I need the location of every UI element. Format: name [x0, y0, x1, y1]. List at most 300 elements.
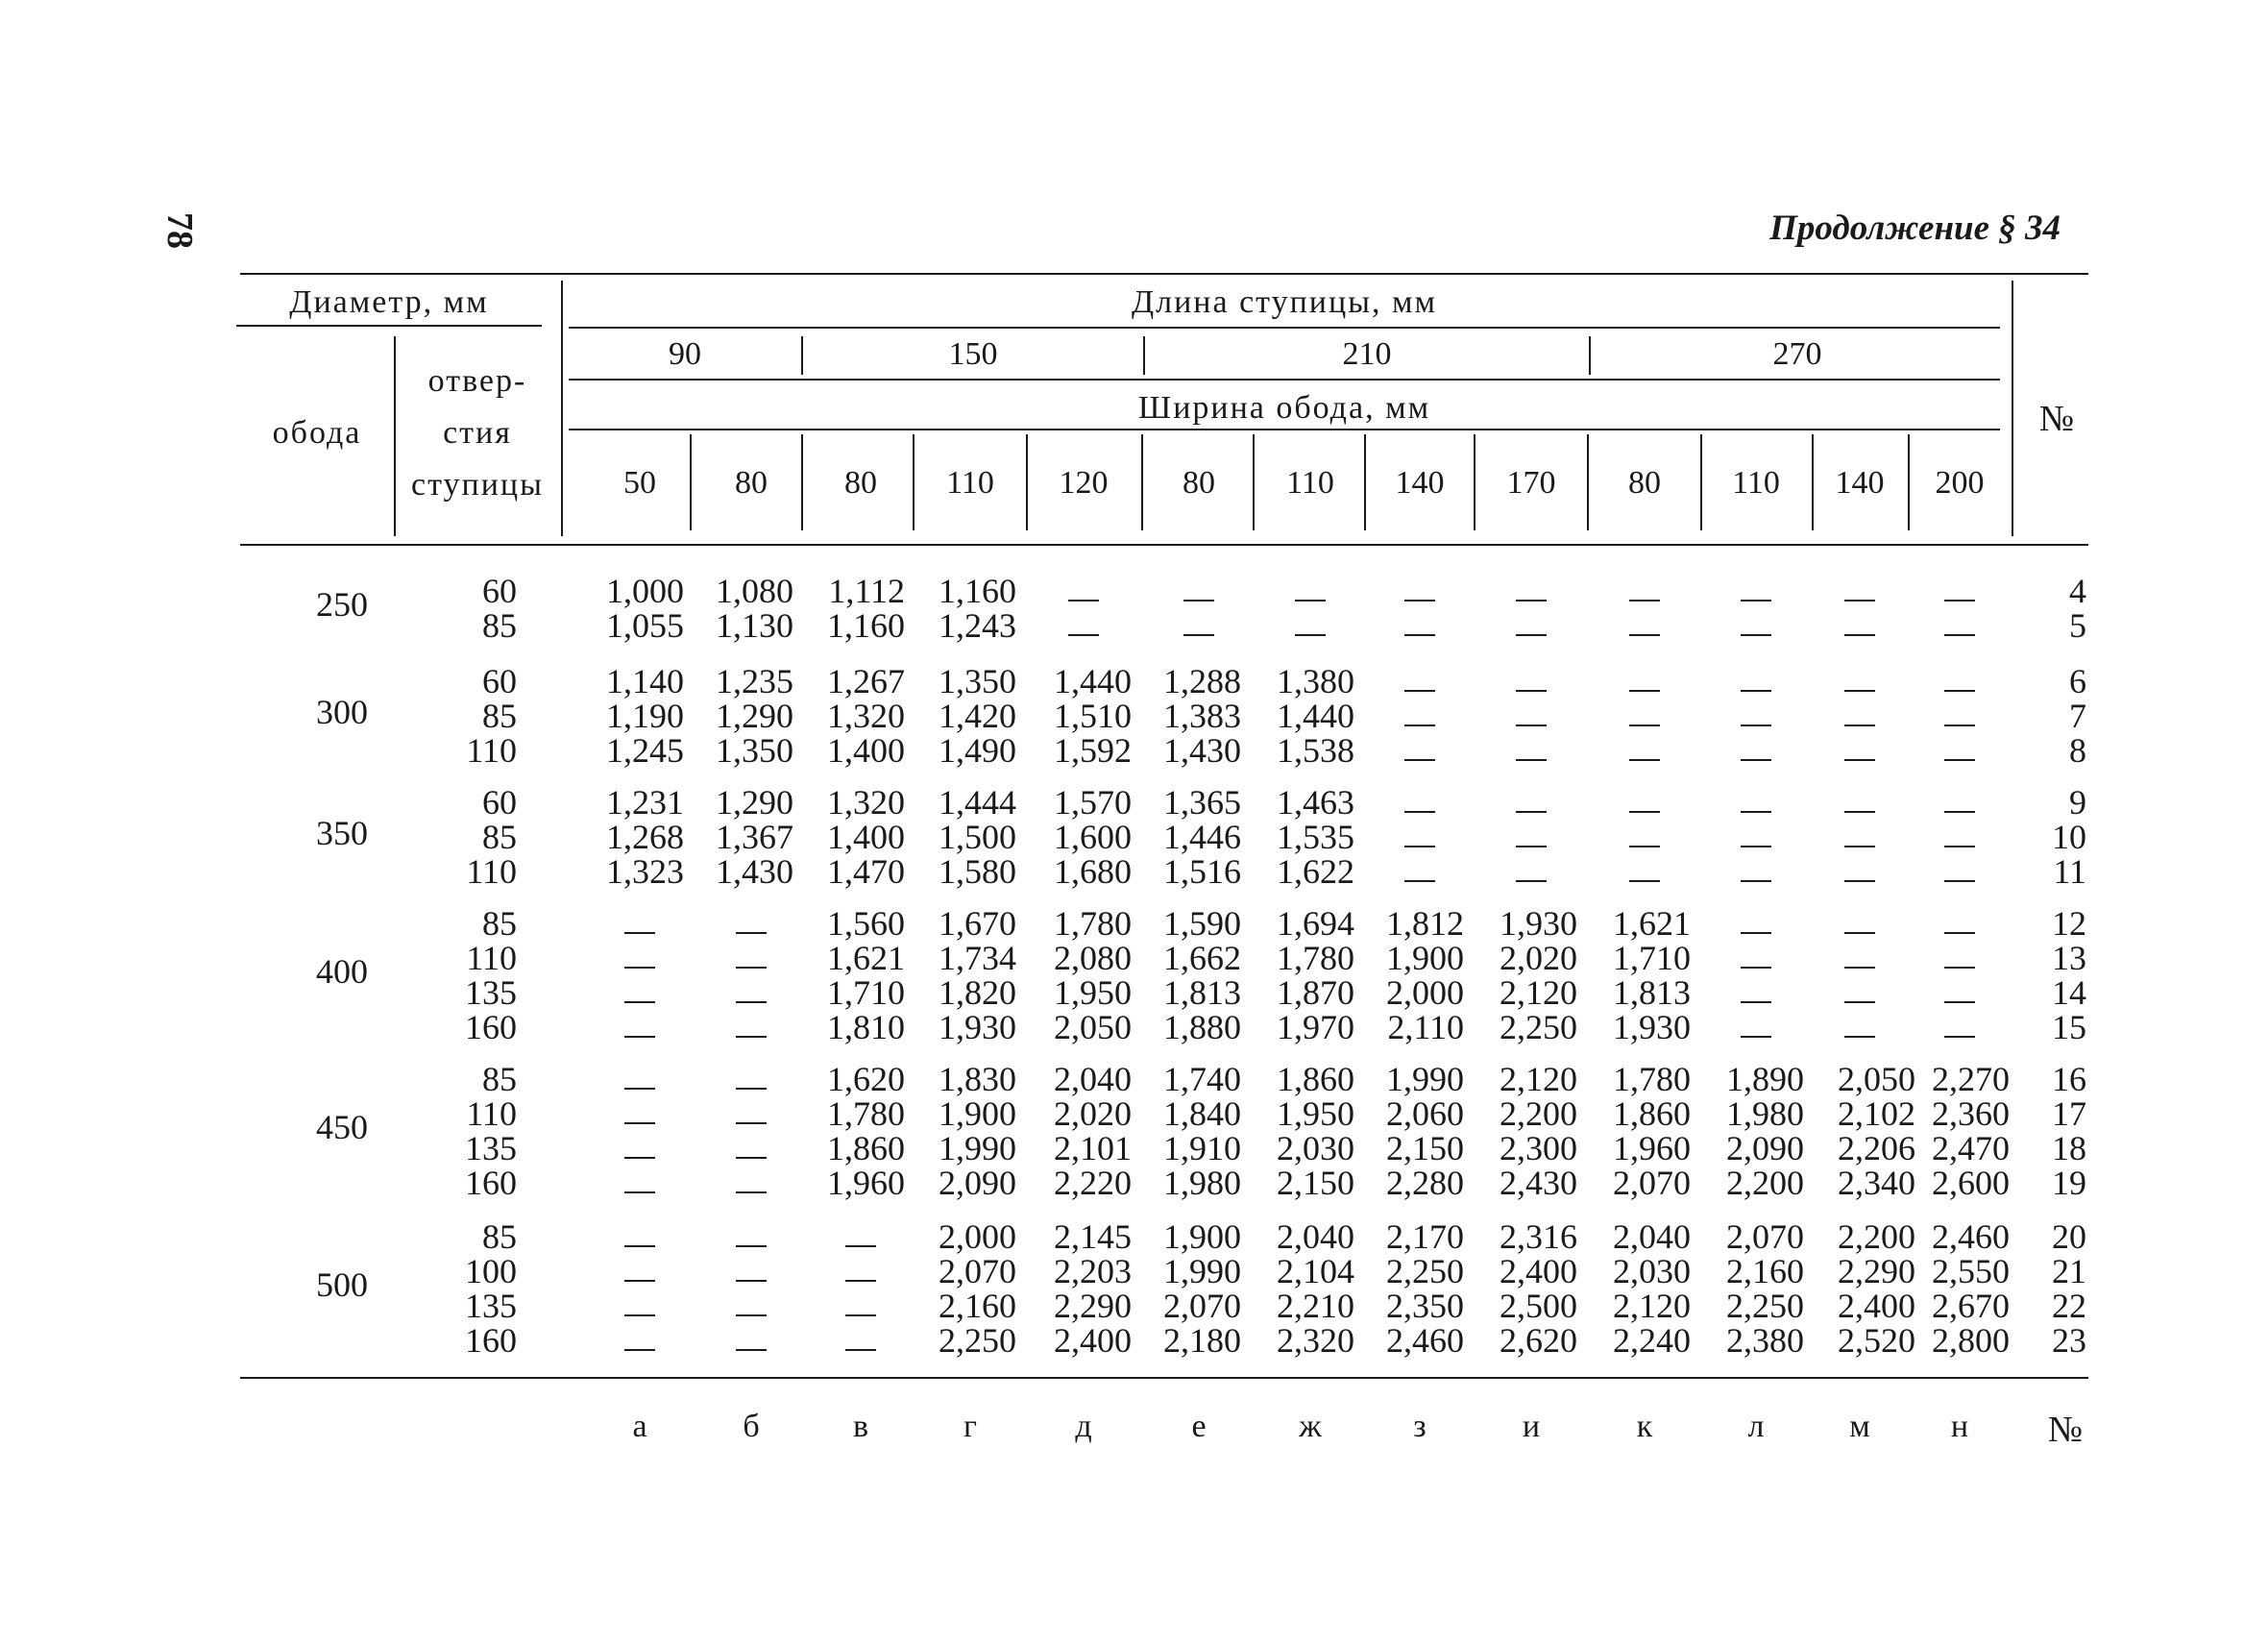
rim-width-header: Ширина обода, мм — [1137, 390, 1431, 426]
value-cell: 2,200 — [1726, 1164, 1804, 1202]
row-number: 10 — [2052, 818, 2086, 856]
empty-cell — [722, 1326, 780, 1366]
column-letter: г — [963, 1409, 977, 1444]
rim-width-2: 80 — [844, 465, 877, 501]
value-cell: 1,231 — [606, 783, 684, 822]
empty-cell — [1616, 857, 1673, 897]
value-cell: 1,160 — [939, 572, 1016, 610]
dash — [1741, 1001, 1771, 1003]
hole-diameter: 85 — [482, 697, 517, 735]
dash — [1844, 600, 1875, 602]
value-cell: 2,240 — [1613, 1321, 1691, 1360]
value-cell: 2,280 — [1386, 1164, 1464, 1202]
hole-header-line2: стия — [443, 415, 512, 451]
dash — [736, 1001, 767, 1003]
dash — [1944, 1001, 1975, 1003]
dash — [1516, 600, 1547, 602]
dash — [1516, 759, 1547, 761]
value-cell: 2,350 — [1386, 1287, 1464, 1325]
value-cell: 1,710 — [827, 973, 905, 1012]
empty-cell — [1281, 611, 1339, 651]
value-cell: 2,520 — [1838, 1321, 1915, 1360]
value-cell: 2,400 — [1500, 1252, 1577, 1290]
vrule-w-6 — [1253, 434, 1255, 530]
rim-diameter: 500 — [316, 1265, 368, 1304]
value-cell: 2,360 — [1932, 1094, 2010, 1133]
dash — [1516, 880, 1547, 882]
column-letter: е — [1191, 1409, 1207, 1444]
dash — [1944, 967, 1975, 969]
dash — [624, 1245, 655, 1247]
empty-cell — [611, 1326, 669, 1366]
length-270: 270 — [1772, 336, 1822, 372]
dash — [1404, 811, 1435, 813]
dash — [736, 1036, 767, 1038]
dash — [1844, 724, 1875, 726]
value-cell: 2,316 — [1500, 1217, 1577, 1256]
hole-diameter: 85 — [482, 1217, 517, 1256]
dash — [736, 1191, 767, 1193]
dash — [1741, 846, 1771, 847]
dash — [1516, 690, 1547, 692]
value-cell: 2,145 — [1054, 1217, 1132, 1256]
value-cell: 1,320 — [827, 697, 905, 735]
value-cell: 2,120 — [1500, 1060, 1577, 1098]
column-letter: б — [743, 1409, 760, 1444]
dash — [1844, 811, 1875, 813]
hole-diameter: 110 — [466, 939, 517, 977]
value-cell: 2,030 — [1277, 1129, 1354, 1167]
value-cell: 2,070 — [1726, 1217, 1804, 1256]
row-number: 7 — [2069, 697, 2086, 735]
value-cell: 1,463 — [1277, 783, 1354, 822]
value-cell: 1,780 — [1277, 939, 1354, 977]
dash — [1629, 846, 1660, 847]
dash — [624, 1157, 655, 1159]
dash — [1629, 880, 1660, 882]
value-cell: 2,160 — [1726, 1252, 1804, 1290]
value-cell: 2,250 — [1726, 1287, 1804, 1325]
value-cell: 2,170 — [1386, 1217, 1464, 1256]
value-cell: 1,960 — [1613, 1129, 1691, 1167]
value-cell: 1,860 — [827, 1129, 905, 1167]
value-cell: 1,694 — [1277, 904, 1354, 943]
value-cell: 1,470 — [827, 852, 905, 891]
rim-header: обода — [272, 415, 362, 451]
dash — [736, 1088, 767, 1090]
row-number: 16 — [2052, 1060, 2086, 1098]
value-cell: 1,813 — [1613, 973, 1691, 1012]
hole-diameter: 85 — [482, 904, 517, 943]
value-cell: 2,550 — [1932, 1252, 2010, 1290]
value-cell: 2,180 — [1163, 1321, 1241, 1360]
value-cell: 1,780 — [827, 1094, 905, 1133]
value-cell: 2,200 — [1500, 1094, 1577, 1133]
value-cell: 2,300 — [1500, 1129, 1577, 1167]
value-cell: 2,250 — [1386, 1252, 1464, 1290]
value-cell: 1,900 — [939, 1094, 1016, 1133]
column-letter: к — [1636, 1409, 1653, 1444]
empty-cell — [1616, 611, 1673, 651]
value-cell: 1,840 — [1163, 1094, 1241, 1133]
dash — [1844, 759, 1875, 761]
rim-width-10: 110 — [1732, 465, 1780, 501]
value-cell: 1,620 — [827, 1060, 905, 1098]
dash — [1844, 846, 1875, 847]
value-cell: 1,980 — [1163, 1164, 1241, 1202]
value-cell: 1,734 — [939, 939, 1016, 977]
dash — [1741, 600, 1771, 602]
column-letter: л — [1747, 1409, 1765, 1444]
dash — [736, 1314, 767, 1316]
value-cell: 1,320 — [827, 783, 905, 822]
value-cell: 1,350 — [939, 662, 1016, 700]
dash — [624, 1191, 655, 1193]
value-cell: 2,000 — [1386, 973, 1464, 1012]
value-cell: 1,516 — [1163, 852, 1241, 891]
value-cell: 1,400 — [827, 818, 905, 856]
empty-cell — [1391, 857, 1449, 897]
dash — [1741, 634, 1771, 636]
hole-diameter: 85 — [482, 818, 517, 856]
value-cell: 2,104 — [1277, 1252, 1354, 1290]
empty-cell — [832, 1326, 890, 1366]
value-cell: 2,460 — [1932, 1217, 2010, 1256]
row-number: 4 — [2069, 572, 2086, 610]
hole-diameter: 110 — [466, 852, 517, 891]
value-cell: 2,600 — [1932, 1164, 2010, 1202]
row-number: 6 — [2069, 662, 2086, 700]
dash — [1404, 759, 1435, 761]
hole-diameter: 160 — [465, 1164, 517, 1202]
dash — [1944, 1036, 1975, 1038]
rim-width-12: 200 — [1935, 465, 1985, 501]
dash — [1944, 634, 1975, 636]
value-cell: 1,820 — [939, 973, 1016, 1012]
empty-cell — [1931, 1013, 1988, 1053]
dash — [1741, 724, 1771, 726]
value-cell: 2,800 — [1932, 1321, 2010, 1360]
row-number: 20 — [2052, 1217, 2086, 1256]
rim-diameter: 400 — [316, 952, 368, 991]
dash — [1944, 690, 1975, 692]
value-cell: 1,860 — [1613, 1094, 1691, 1133]
value-cell: 2,000 — [939, 1217, 1016, 1256]
value-cell: 1,960 — [827, 1164, 905, 1202]
dash — [1844, 932, 1875, 934]
dash — [1516, 724, 1547, 726]
value-cell: 1,780 — [1054, 904, 1132, 943]
vrule-w-7 — [1364, 434, 1366, 530]
dash — [1404, 690, 1435, 692]
hole-diameter: 60 — [482, 662, 517, 700]
value-cell: 1,930 — [939, 1008, 1016, 1046]
dash — [1844, 1036, 1875, 1038]
rim-diameter: 250 — [316, 585, 368, 624]
dash — [1944, 759, 1975, 761]
hole-diameter: 60 — [482, 783, 517, 822]
value-cell: 2,020 — [1054, 1094, 1132, 1133]
value-cell: 1,235 — [716, 662, 793, 700]
dash — [1516, 811, 1547, 813]
value-cell: 2,102 — [1838, 1094, 1915, 1133]
value-cell: 1,880 — [1163, 1008, 1241, 1046]
dash — [1404, 880, 1435, 882]
value-cell: 1,812 — [1386, 904, 1464, 943]
empty-cell — [1055, 611, 1112, 651]
empty-cell — [1727, 857, 1785, 897]
value-cell: 2,670 — [1932, 1287, 2010, 1325]
value-cell: 2,290 — [1054, 1287, 1132, 1325]
dash — [1404, 846, 1435, 847]
dash — [1629, 634, 1660, 636]
value-cell: 2,400 — [1838, 1287, 1915, 1325]
dash — [1295, 600, 1326, 602]
table-bottom-rule — [240, 1377, 2088, 1379]
value-cell: 2,120 — [1500, 973, 1577, 1012]
value-cell: 1,570 — [1054, 783, 1132, 822]
value-cell: 1,590 — [1163, 904, 1241, 943]
value-cell: 1,130 — [716, 606, 793, 645]
dash — [1944, 811, 1975, 813]
value-cell: 1,160 — [827, 606, 905, 645]
value-cell: 2,030 — [1613, 1252, 1691, 1290]
value-cell: 2,470 — [1932, 1129, 2010, 1167]
empty-cell — [1931, 611, 1988, 651]
length-90: 90 — [669, 336, 701, 372]
value-cell: 2,220 — [1054, 1164, 1132, 1202]
value-cell: 2,340 — [1838, 1164, 1915, 1202]
rim-width-8: 170 — [1506, 465, 1556, 501]
empty-cell — [1831, 1013, 1889, 1053]
value-cell: 1,000 — [606, 572, 684, 610]
value-cell: 2,101 — [1054, 1129, 1132, 1167]
value-cell: 2,050 — [1838, 1060, 1915, 1098]
dash — [736, 1245, 767, 1247]
dash — [1944, 600, 1975, 602]
value-cell: 1,622 — [1277, 852, 1354, 891]
vrule-w-12 — [1908, 434, 1910, 530]
empty-cell — [1931, 857, 1988, 897]
value-cell: 2,110 — [1387, 1008, 1464, 1046]
value-cell: 2,500 — [1500, 1287, 1577, 1325]
length-210: 210 — [1342, 336, 1392, 372]
value-cell: 1,740 — [1163, 1060, 1241, 1098]
value-cell: 1,810 — [827, 1008, 905, 1046]
rim-width-6: 110 — [1286, 465, 1334, 501]
value-cell: 1,910 — [1163, 1129, 1241, 1167]
value-cell: 1,500 — [939, 818, 1016, 856]
value-cell: 1,290 — [716, 783, 793, 822]
value-cell: 1,621 — [1613, 904, 1691, 943]
rim-width-underline — [569, 429, 2000, 430]
empty-cell — [1831, 611, 1889, 651]
dash — [845, 1280, 876, 1282]
value-cell: 1,870 — [1277, 973, 1354, 1012]
value-cell: 2,050 — [1054, 1008, 1132, 1046]
hole-diameter: 85 — [482, 606, 517, 645]
value-cell: 2,090 — [1726, 1129, 1804, 1167]
empty-cell — [611, 1168, 669, 1209]
value-cell: 1,440 — [1277, 697, 1354, 735]
hole-diameter: 135 — [465, 1129, 517, 1167]
value-cell: 2,080 — [1054, 939, 1132, 977]
value-cell: 1,662 — [1163, 939, 1241, 977]
value-cell: 1,621 — [827, 939, 905, 977]
value-cell: 1,140 — [606, 662, 684, 700]
diameter-underline — [236, 325, 542, 327]
value-cell: 2,290 — [1838, 1252, 1915, 1290]
dash — [1068, 634, 1099, 636]
page-number: 78 — [159, 212, 200, 249]
vrule-w-5 — [1141, 434, 1143, 530]
empty-cell — [1391, 736, 1449, 776]
value-cell: 1,670 — [939, 904, 1016, 943]
dash — [1741, 880, 1771, 882]
row-number: 22 — [2052, 1287, 2086, 1325]
value-cell: 1,680 — [1054, 852, 1132, 891]
row-number: 17 — [2052, 1094, 2086, 1133]
value-cell: 2,270 — [1932, 1060, 2010, 1098]
value-cell: 1,446 — [1163, 818, 1241, 856]
dash — [1741, 759, 1771, 761]
dash — [1741, 690, 1771, 692]
value-cell: 1,190 — [606, 697, 684, 735]
dash — [1404, 600, 1435, 602]
rim-width-9: 80 — [1628, 465, 1661, 501]
value-cell: 2,400 — [1054, 1321, 1132, 1360]
value-cell: 2,210 — [1277, 1287, 1354, 1325]
value-cell: 1,930 — [1613, 1008, 1691, 1046]
column-letter: в — [852, 1409, 869, 1444]
dash — [1404, 724, 1435, 726]
value-cell: 1,990 — [939, 1129, 1016, 1167]
dash — [1741, 967, 1771, 969]
value-cell: 1,243 — [939, 606, 1016, 645]
dash — [624, 967, 655, 969]
dash — [1629, 724, 1660, 726]
value-cell: 1,580 — [939, 852, 1016, 891]
dash — [1741, 811, 1771, 813]
dash — [1844, 690, 1875, 692]
value-cell: 1,980 — [1726, 1094, 1804, 1133]
value-cell: 2,040 — [1277, 1217, 1354, 1256]
dash — [624, 1036, 655, 1038]
row-number: 19 — [2052, 1164, 2086, 1202]
value-cell: 1,710 — [1613, 939, 1691, 977]
value-cell: 1,813 — [1163, 973, 1241, 1012]
value-cell: 1,830 — [939, 1060, 1016, 1098]
dash — [1516, 846, 1547, 847]
vrule-w-8 — [1474, 434, 1475, 530]
continuation-title: Продолжение § 34 — [1769, 209, 2061, 248]
value-cell: 2,203 — [1054, 1252, 1132, 1290]
dash — [1183, 600, 1214, 602]
dash — [1404, 634, 1435, 636]
row-number: 11 — [2053, 852, 2086, 891]
value-cell: 2,120 — [1613, 1287, 1691, 1325]
value-cell: 2,070 — [939, 1252, 1016, 1290]
value-cell: 1,930 — [1500, 904, 1577, 943]
row-number: 5 — [2069, 606, 2086, 645]
value-cell: 2,380 — [1726, 1321, 1804, 1360]
value-cell: 1,510 — [1054, 697, 1132, 735]
empty-cell — [1727, 736, 1785, 776]
column-letter: и — [1522, 1409, 1541, 1444]
dash — [624, 1088, 655, 1090]
value-cell: 1,990 — [1386, 1060, 1464, 1098]
value-cell: 1,560 — [827, 904, 905, 943]
length-150: 150 — [948, 336, 998, 372]
lengths-underline — [569, 379, 2000, 381]
value-cell: 1,592 — [1054, 731, 1132, 770]
column-letter: м — [1849, 1409, 1870, 1444]
hole-diameter: 160 — [465, 1321, 517, 1360]
value-cell: 1,365 — [1163, 783, 1241, 822]
hole-diameter: 60 — [482, 572, 517, 610]
rim-diameter: 450 — [316, 1108, 368, 1146]
value-cell: 2,250 — [1500, 1008, 1577, 1046]
value-cell: 1,080 — [716, 572, 793, 610]
dash — [736, 1157, 767, 1159]
rim-diameter: 300 — [316, 693, 368, 731]
value-cell: 2,430 — [1500, 1164, 1577, 1202]
hole-diameter: 160 — [465, 1008, 517, 1046]
value-cell: 1,430 — [716, 852, 793, 891]
dash — [845, 1349, 876, 1351]
value-cell: 2,460 — [1386, 1321, 1464, 1360]
dash — [624, 1349, 655, 1351]
empty-cell — [1502, 611, 1560, 651]
rim-diameter: 350 — [316, 814, 368, 852]
column-letter: а — [632, 1409, 647, 1444]
value-cell: 1,890 — [1726, 1060, 1804, 1098]
vrule-values-left — [561, 281, 563, 536]
dash — [1944, 724, 1975, 726]
hub-length-underline — [569, 327, 2000, 329]
row-number: 9 — [2069, 783, 2086, 822]
value-cell: 2,620 — [1500, 1321, 1577, 1360]
value-cell: 1,440 — [1054, 662, 1132, 700]
vrule-w-1 — [690, 434, 692, 530]
value-cell: 1,860 — [1277, 1060, 1354, 1098]
dash — [736, 967, 767, 969]
empty-cell — [1831, 736, 1889, 776]
value-cell: 1,383 — [1163, 697, 1241, 735]
value-cell: 2,150 — [1277, 1164, 1354, 1202]
value-cell: 1,380 — [1277, 662, 1354, 700]
dash — [1295, 634, 1326, 636]
footer-no: № — [2047, 1410, 2084, 1450]
dash — [1844, 967, 1875, 969]
empty-cell — [722, 1168, 780, 1209]
value-cell: 1,420 — [939, 697, 1016, 735]
value-cell: 1,367 — [716, 818, 793, 856]
rim-width-4: 120 — [1059, 465, 1109, 501]
dash — [1183, 634, 1214, 636]
value-cell: 1,900 — [1163, 1217, 1241, 1256]
column-letter: з — [1413, 1409, 1427, 1444]
dash — [624, 1280, 655, 1282]
value-cell: 2,250 — [939, 1321, 1016, 1360]
value-cell: 2,020 — [1500, 939, 1577, 977]
value-cell: 1,323 — [606, 852, 684, 891]
value-cell: 2,040 — [1054, 1060, 1132, 1098]
dash — [736, 1122, 767, 1124]
value-cell: 1,535 — [1277, 818, 1354, 856]
value-cell: 2,040 — [1613, 1217, 1691, 1256]
value-cell: 1,538 — [1277, 731, 1354, 770]
